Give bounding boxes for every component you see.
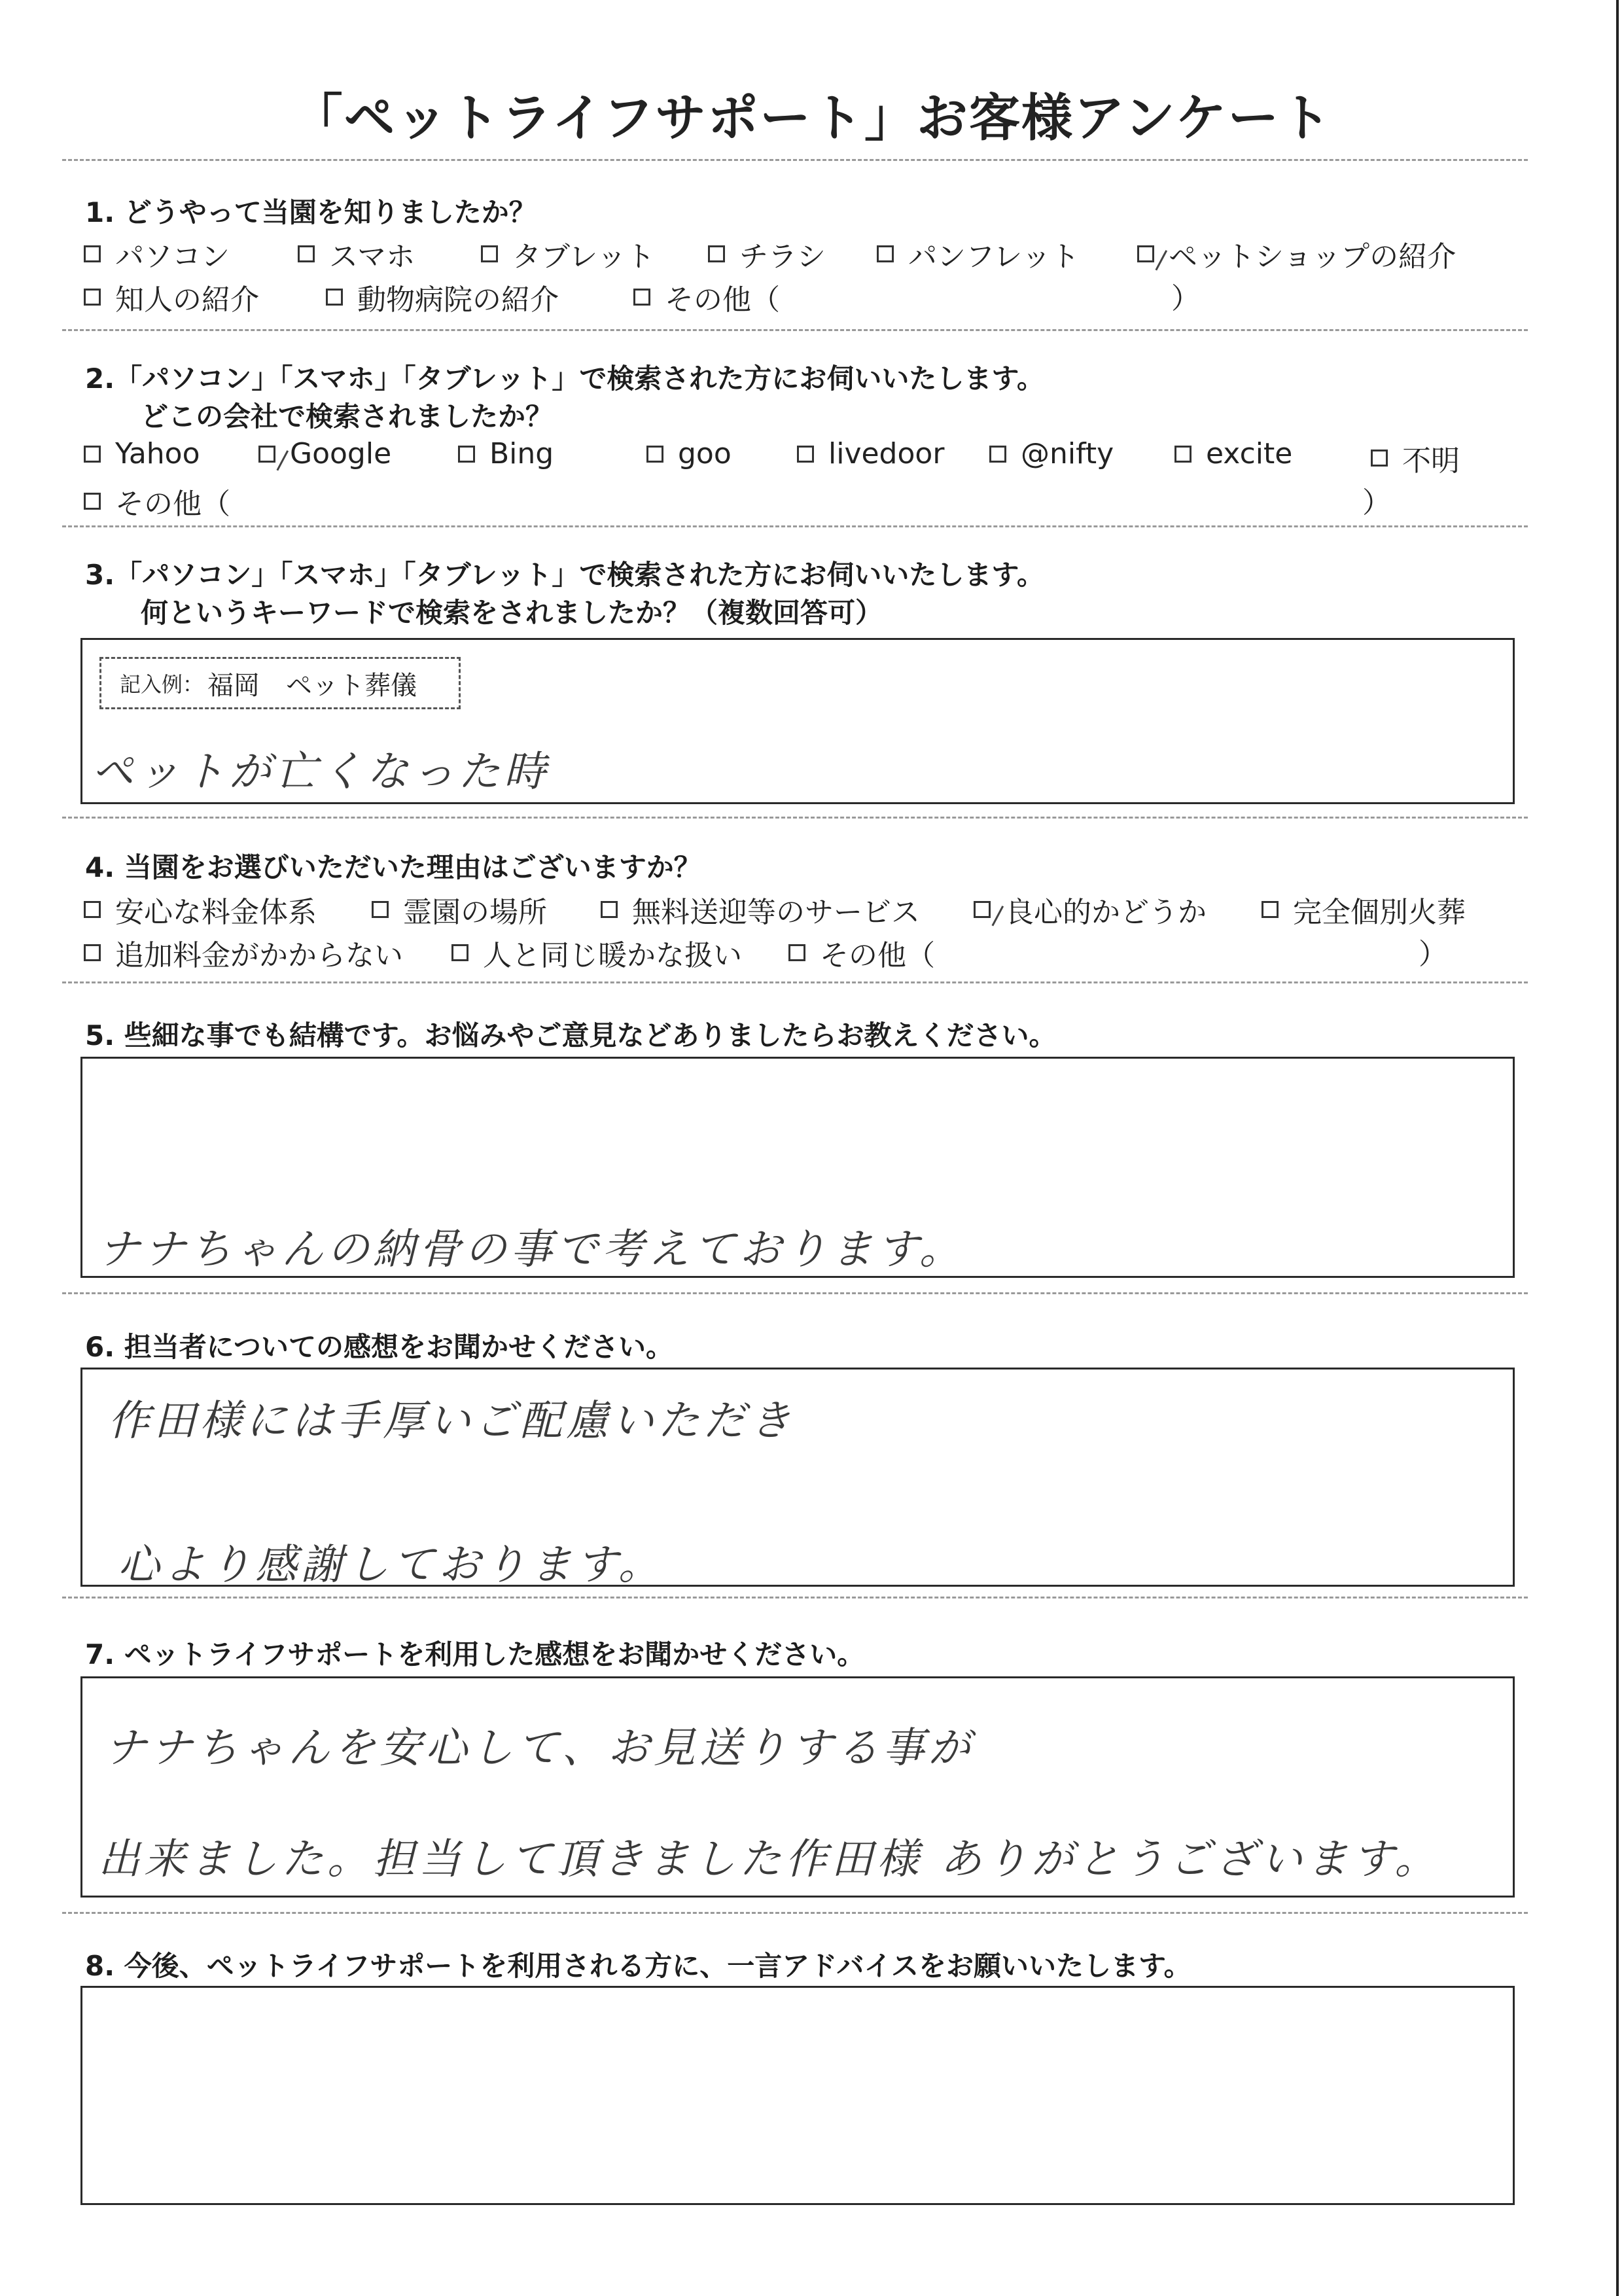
q4-option-location[interactable]: 霊園の場所 [372, 889, 547, 930]
q4-option-warm-treatment[interactable]: 人と同じ暖かな扱い [451, 932, 742, 974]
q4-option-pricing[interactable]: 安心な料金体系 [84, 889, 317, 930]
checkbox[interactable] [84, 944, 101, 961]
checkbox[interactable] [84, 289, 101, 306]
checkbox[interactable] [797, 446, 814, 463]
divider [62, 1292, 1528, 1294]
q7-handwritten-line2: 出来ました。担当して頂きました作田様 ありがとうございます。 [98, 1835, 1441, 1884]
q7-handwritten-line1: ナナちゃんを安心して、お見送りする事が [105, 1724, 974, 1773]
question-2-line1: 2.「パソコン」「スマホ」「タブレット」で検索された方にお伺いいたします。 [85, 362, 1045, 395]
divider [62, 525, 1528, 527]
question-3-line1: 3.「パソコン」「スマホ」「タブレット」で検索された方にお伺いいたします。 [85, 559, 1045, 591]
checkbox[interactable] [601, 901, 618, 918]
question-1: 1. どうやって当園を知りましたか？ [85, 196, 537, 228]
checkbox[interactable] [1371, 450, 1388, 467]
divider [62, 1912, 1528, 1914]
page-title: 「ペットライフサポート」お客様アンケート [291, 89, 1333, 148]
q2-option-goo[interactable]: goo [646, 437, 732, 470]
q2-option-other[interactable]: その他（ [84, 480, 230, 522]
example-label: 記入例： [120, 672, 204, 697]
q1-option-petshop[interactable]: ペットショップの紹介 [1137, 233, 1456, 275]
q4-option-individual-cremation[interactable]: 完全個別火葬 [1262, 889, 1466, 930]
q1-option-flyer[interactable]: チラシ [708, 233, 826, 275]
q2-option-excite[interactable]: excite [1174, 437, 1292, 470]
question-2-line2: どこの会社で検索されましたか？ [141, 400, 554, 433]
q1-option-vet[interactable]: 動物病院の紹介 [326, 276, 559, 318]
q2-option-bing[interactable]: Bing [458, 437, 554, 470]
checkbox-checked[interactable] [258, 446, 275, 463]
q2-option-google[interactable]: Google [258, 437, 391, 470]
q4-close-paren: ） [1419, 938, 1447, 971]
divider [62, 1597, 1528, 1598]
q1-option-tablet[interactable]: タブレット [481, 233, 655, 275]
q8-answer-box[interactable] [80, 1986, 1515, 2205]
q1-option-pamphlet[interactable]: パンフレット [877, 233, 1080, 275]
divider [62, 329, 1528, 331]
divider [62, 159, 1528, 161]
checkbox[interactable] [1262, 901, 1279, 918]
checkbox[interactable] [298, 245, 315, 262]
example-text: 福岡 ペット葬儀 [207, 670, 417, 701]
q4-option-other[interactable]: その他（ [788, 932, 935, 974]
checkbox[interactable] [788, 944, 805, 961]
checkbox[interactable] [451, 944, 468, 961]
checkbox[interactable] [633, 289, 650, 306]
q6-handwritten-line2: 心より感謝しております。 [118, 1541, 664, 1589]
checkbox[interactable] [646, 446, 663, 463]
q1-option-friend[interactable]: 知人の紹介 [84, 276, 259, 318]
q2-option-nifty[interactable]: @nifty [989, 437, 1114, 470]
q2-close-paren: ） [1362, 486, 1391, 520]
q1-option-pc[interactable]: パソコン [84, 233, 230, 275]
q4-option-free-pickup[interactable]: 無料送迎等のサービス [601, 889, 920, 930]
checkbox[interactable] [84, 446, 101, 463]
q2-option-unknown[interactable]: 不明 [1371, 437, 1460, 479]
question-6: 6. 担当者についての感想をお聞かせください。 [85, 1331, 673, 1363]
checkbox[interactable] [481, 245, 498, 262]
q2-option-livedoor[interactable]: livedoor [797, 437, 944, 470]
q3-handwritten-answer: ペットが亡くなった時 [92, 748, 550, 796]
q4-option-no-extra-fees[interactable]: 追加料金がかからない [84, 932, 403, 974]
question-8: 8. 今後、ペットライフサポートを利用される方に、一言アドバイスをお願いいたします。 [85, 1950, 1192, 1982]
checkbox[interactable] [84, 245, 101, 262]
checkbox[interactable] [326, 289, 343, 306]
q1-option-smartphone[interactable]: スマホ [298, 233, 415, 275]
q5-handwritten-answer: ナナちゃんの納骨の事で考えております。 [98, 1226, 965, 1274]
divider [62, 817, 1528, 819]
checkbox[interactable] [84, 901, 101, 918]
checkbox[interactable] [1174, 446, 1192, 463]
q3-example-box [99, 657, 461, 709]
checkbox[interactable] [989, 446, 1006, 463]
question-4: 4. 当園をお選びいただいた理由はございますか？ [85, 851, 701, 883]
checkbox[interactable] [372, 901, 389, 918]
q1-close-paren: ） [1171, 282, 1200, 315]
checkbox[interactable] [458, 446, 475, 463]
q1-option-other[interactable]: その他（ [633, 276, 780, 318]
checkbox[interactable] [84, 493, 101, 510]
q4-option-conscientious[interactable]: 良心的かどうか [974, 889, 1207, 930]
question-7: 7. ペットライフサポートを利用した感想をお聞かせください。 [85, 1638, 865, 1670]
q6-handwritten-line1: 作田様には手厚いご配慮いただき [108, 1397, 795, 1445]
divider [62, 981, 1528, 983]
q2-option-yahoo[interactable]: Yahoo [84, 437, 200, 470]
checkbox[interactable] [877, 245, 894, 262]
question-3-line2: 何というキーワードで検索をされましたか？（複数回答可） [141, 597, 883, 629]
checkbox-checked[interactable] [974, 901, 991, 918]
checkbox[interactable] [708, 245, 725, 262]
scan-edge [1616, 0, 1619, 2296]
checkbox-checked[interactable] [1137, 245, 1154, 262]
question-5: 5. 些細な事でも結構です。お悩みやご意見などありましたらお教えください。 [85, 1019, 1057, 1051]
